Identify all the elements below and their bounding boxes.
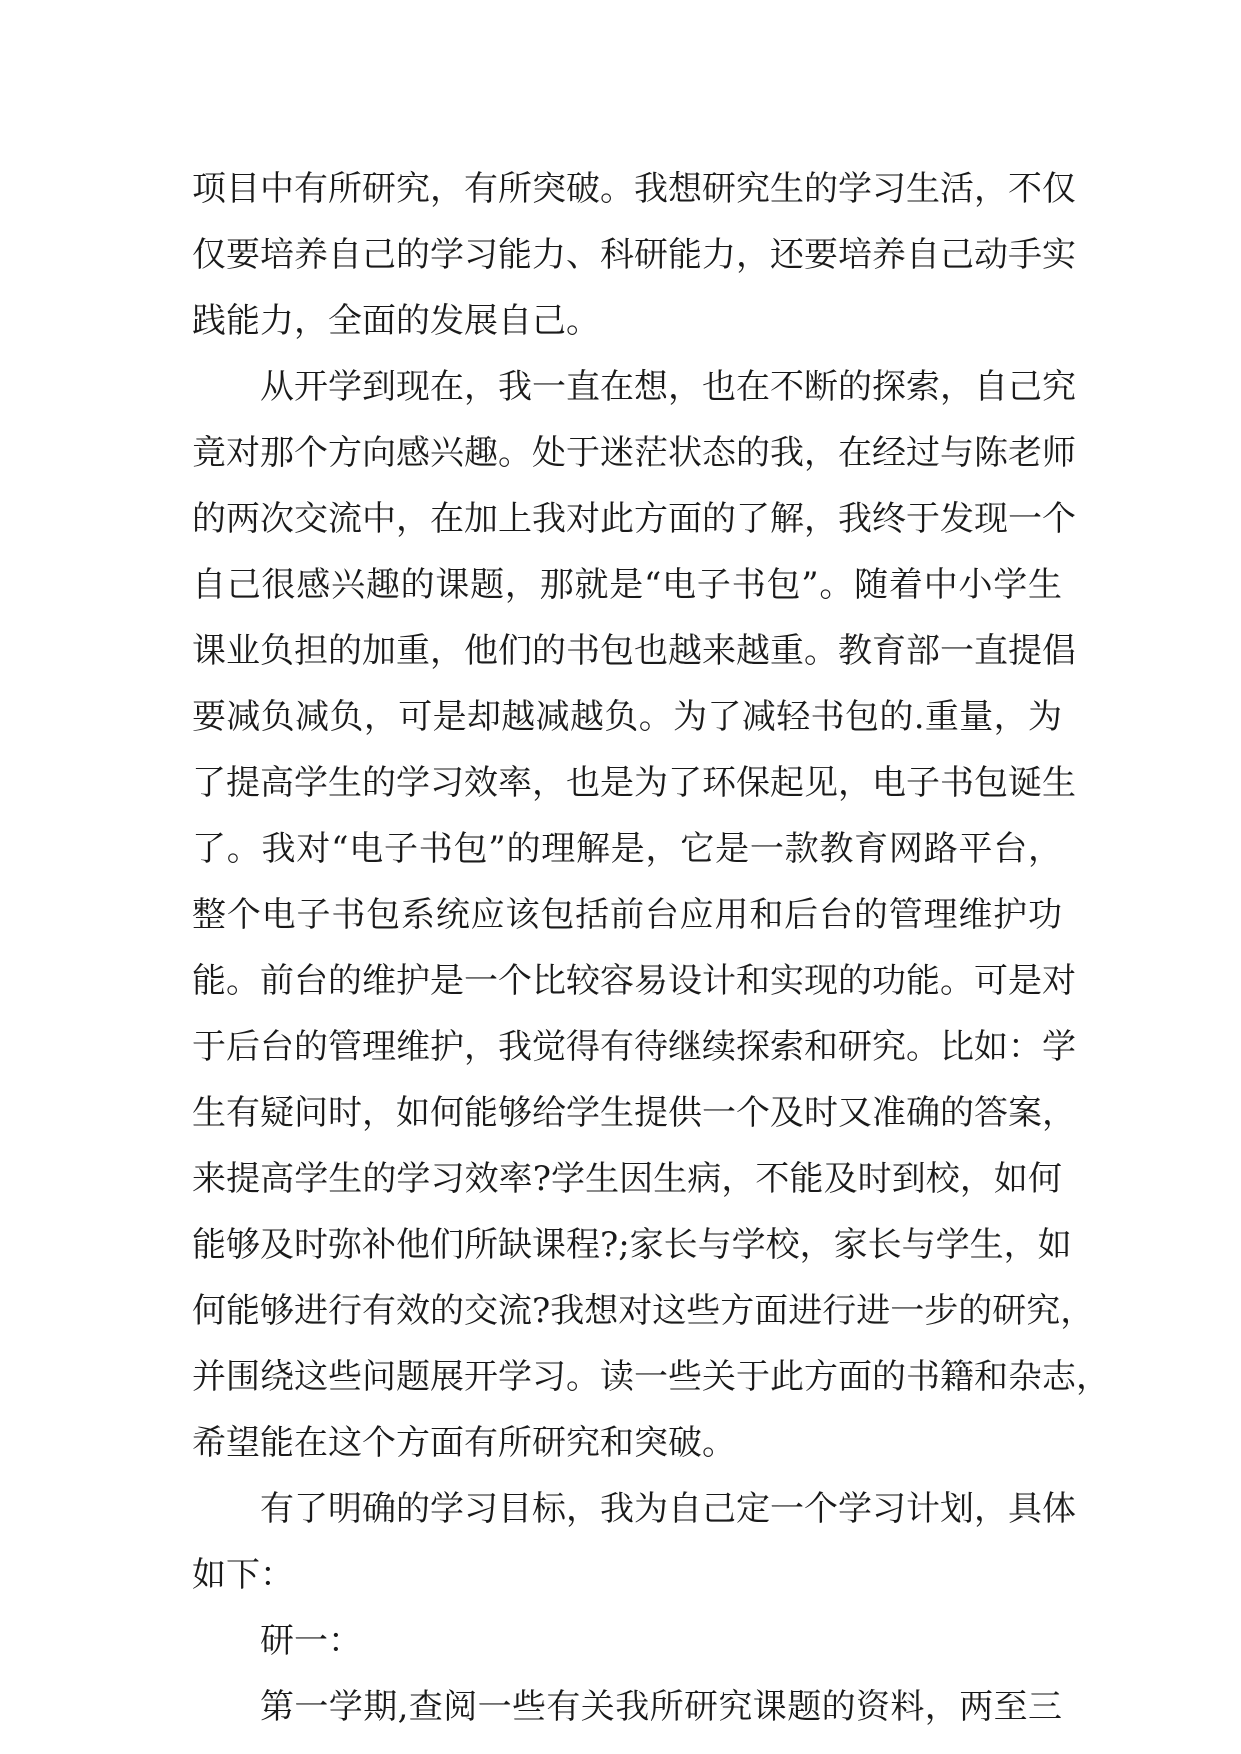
text-line: 何能够进行有效的交流?我想对这些方面进行进一步的研究， <box>192 1291 1095 1331</box>
text-line: 能够及时弥补他们所缺课程?;家长与学校，家长与学生，如 <box>192 1225 1072 1265</box>
text-line: 自己很感兴趣的课题，那就是“电子书包”。随着中小学生 <box>192 565 1062 605</box>
text-line: 整个电子书包系统应该包括前台应用和后台的管理维护功 <box>192 895 1062 935</box>
paragraph-first-line: 有了明确的学习目标，我为自己定一个学习计划，具体 <box>260 1489 1076 1529</box>
text-line: 竟对那个方向感兴趣。处于迷茫状态的我，在经过与陈老师 <box>192 433 1076 473</box>
text-line: 践能力，全面的发展自己。 <box>192 301 600 341</box>
text-line: 了。我对“电子书包”的理解是，它是一款教育网路平台， <box>192 829 1062 869</box>
text-line: 希望能在这个方面有所研究和突破。 <box>192 1423 736 1463</box>
text-line: 生有疑问时，如何能够给学生提供一个及时又准确的答案， <box>192 1093 1076 1133</box>
text-line: 来提高学生的学习效率?学生因生病，不能及时到校，如何 <box>192 1159 1062 1199</box>
text-line: 仅要培养自己的学习能力、科研能力，还要培养自己动手实 <box>192 235 1076 275</box>
paragraph-first-line: 从开学到现在，我一直在想，也在不断的探索，自己究 <box>260 367 1076 407</box>
text-line: 要减负减负，可是却越减越负。为了减轻书包的.重量，为 <box>192 697 1062 737</box>
text-line: 能。前台的维护是一个比较容易设计和实现的功能。可是对 <box>192 961 1076 1001</box>
text-line: 并围绕这些问题展开学习。读一些关于此方面的书籍和杂志， <box>192 1357 1110 1397</box>
paragraph-first-line: 第一学期,查阅一些有关我所研究课题的资料，两至三 <box>260 1687 1062 1727</box>
section-heading: 研一： <box>260 1621 362 1661</box>
text-line: 如下： <box>192 1555 294 1595</box>
text-line: 的两次交流中，在加上我对此方面的了解，我终于发现一个 <box>192 499 1076 539</box>
text-line: 了提高学生的学习效率，也是为了环保起见，电子书包诞生 <box>192 763 1076 803</box>
text-line: 项目中有所研究，有所突破。我想研究生的学习生活，不仅 <box>192 169 1076 209</box>
text-line: 课业负担的加重，他们的书包也越来越重。教育部一直提倡 <box>192 631 1076 671</box>
document-body <box>192 156 1110 1740</box>
text-line: 于后台的管理维护，我觉得有待继续探索和研究。比如：学 <box>192 1027 1076 1067</box>
